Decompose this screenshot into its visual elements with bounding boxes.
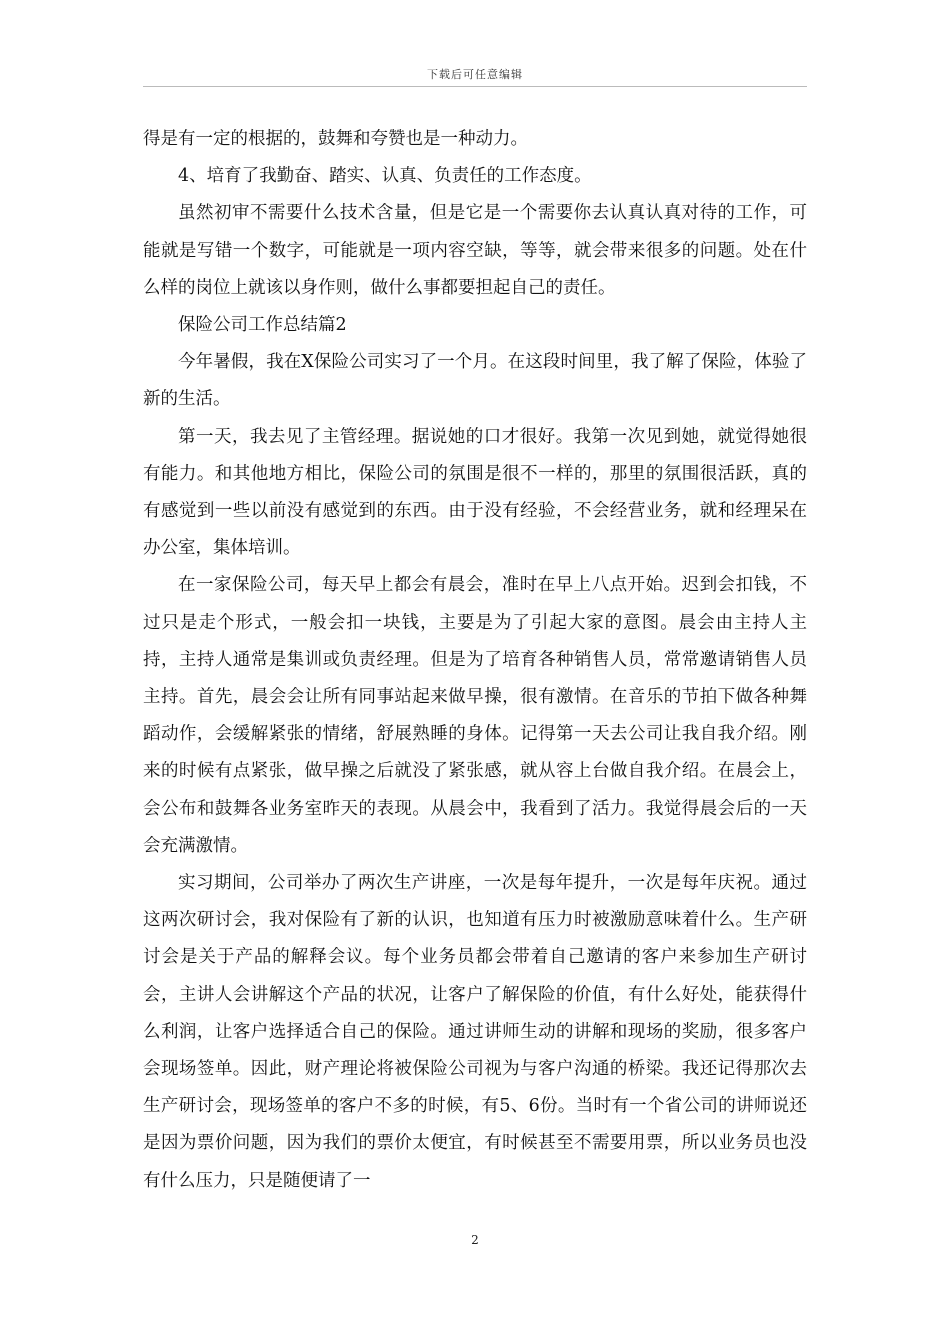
page-header: 下载后可任意编辑	[427, 68, 523, 81]
paragraph-1: 得是有一定的根据的，鼓舞和夸赞也是一种动力。	[143, 129, 528, 149]
header-divider	[143, 86, 807, 87]
paragraph-6: 第一天，我去见了主管经理。据说她的口才很好。我第一次见到她，就觉得她很有能力。和其他地方相比，保险公司的氛围是很不一样的，那里的氛围很活跃，真的有感觉到一些以前没有感觉到的东西。由于没有经验，不会经营业务，就和经理呆在办公室，集体培训。	[143, 426, 807, 559]
paragraph-2: 4、培育了我勤奋、踏实、认真、负责任的工作态度。	[178, 166, 592, 187]
paragraph-3: 虽然初审不需要什么技术含量，但是它是一个需要你去认真认真对待的工作，可能就是写错一个数字，可能就是一项内容空缺，等等，就会带来很多的问题。处在什么样的岗位上就该以身作则，做什么事都要担起自己的责任。	[143, 203, 807, 298]
paragraph-5: 今年暑假，我在X保险公司实习了一个月。在这段时间里，我了解了保险，体验了新的生活。	[143, 352, 807, 410]
section-heading: 保险公司工作总结篇2	[178, 315, 347, 336]
paragraph-8: 实习期间，公司举办了两次生产讲座，一次是每年提升，一次是每年庆祝。通过这两次研讨会，我对保险有了新的认识，也知道有压力时被激励意味着什么。生产研讨会是关于产品的解释会议。每个业务员都会带着自己邀请的客户来参加生产研讨会，主讲人会讲解这个产品的状况，让客户了解保险的价值，有什么好处，能获得什么利润，让客户选择适合自己的保险。通过讲师生动的讲解和现场的奖励，很多客户会现场签单。因此，财产理论将被保险公司视为与客户沟通的桥梁。我还记得那次去生产研讨会，现场签单的客户不多的时候，有5、6份。当时有一个省公司的讲师说还是因为票价问题，因为我们的票价太便宜，有时候甚至不需要用票，所以业务员也没有什么压力，只是随便请了一	[143, 873, 807, 1191]
paragraph-7: 在一家保险公司，每天早上都会有晨会，准时在早上八点开始。迟到会扣钱，不过只是走个形式，一般会扣一块钱，主要是为了引起大家的意图。晨会由主持人主持，主持人通常是集训或负责经理。但是为了培育各种销售人员，常常邀请销售人员主持。首先，晨会会让所有同事站起来做早操，很有激情。在音乐的节拍下做各种舞蹈动作，会缓解紧张的情绪，舒展熟睡的身体。记得第一天去公司让我自我介绍。刚来的时候有点紧张，做早操之后就没了紧张感，就从容上台做自我介绍。在晨会上，会公布和鼓舞各业务室昨天的表现。从晨会中，我看到了活力。我觉得晨会后的一天会充满激情。	[143, 575, 807, 856]
page-number: 2	[471, 1233, 479, 1247]
document-body	[143, 121, 807, 1200]
